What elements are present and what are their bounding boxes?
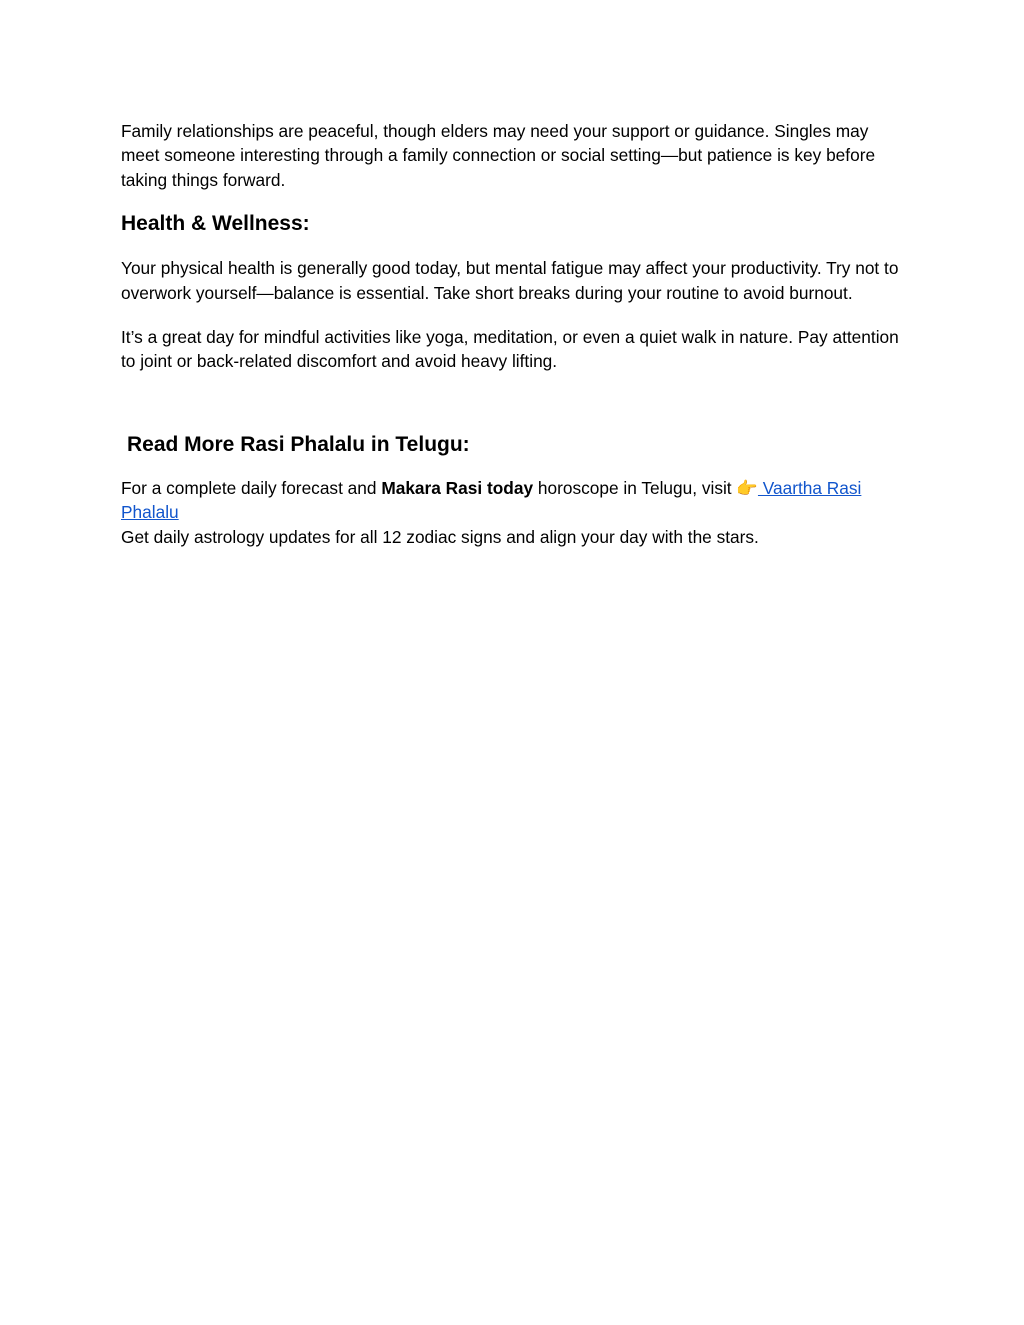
read-more-paragraph [121,476,911,549]
document-page [121,119,911,549]
pointing-hand-icon: 👉 [736,477,758,498]
vaartha-rasi-phalalu-link[interactable]: Vaartha Rasi Phalalu [121,477,862,523]
read-more-intro-text: For a complete daily forecast and [121,477,382,498]
family-paragraph: Family relationships are peaceful, though elders may need your support or guidance. Singles may meet someone interesting through a family connection or social setting—but patience is key before taking things forward. [121,121,876,190]
health-paragraph-1: Your physical health is generally good today, but mental fatigue may affect your productivity. Try not to overwork yourself—balance is essential. Take short breaks during your routine to avoid burnout. [121,258,899,303]
read-more-closing-text: Get daily astrology updates for all 12 zodiac signs and align your day with the stars. [121,526,759,547]
makara-rasi-bold-text: Makara Rasi today [381,477,534,498]
read-more-after-bold-text: horoscope in Telugu, visit [533,477,737,498]
read-more-heading: Read More Rasi Phalalu in Telugu: [127,432,470,456]
health-heading: Health & Wellness: [121,212,310,236]
health-paragraph-2: It’s a great day for mindful activities like yoga, meditation, or even a quiet walk in nature. Pay attention to joint or back-related discomfort and avoid heavy lifting. [121,327,899,372]
